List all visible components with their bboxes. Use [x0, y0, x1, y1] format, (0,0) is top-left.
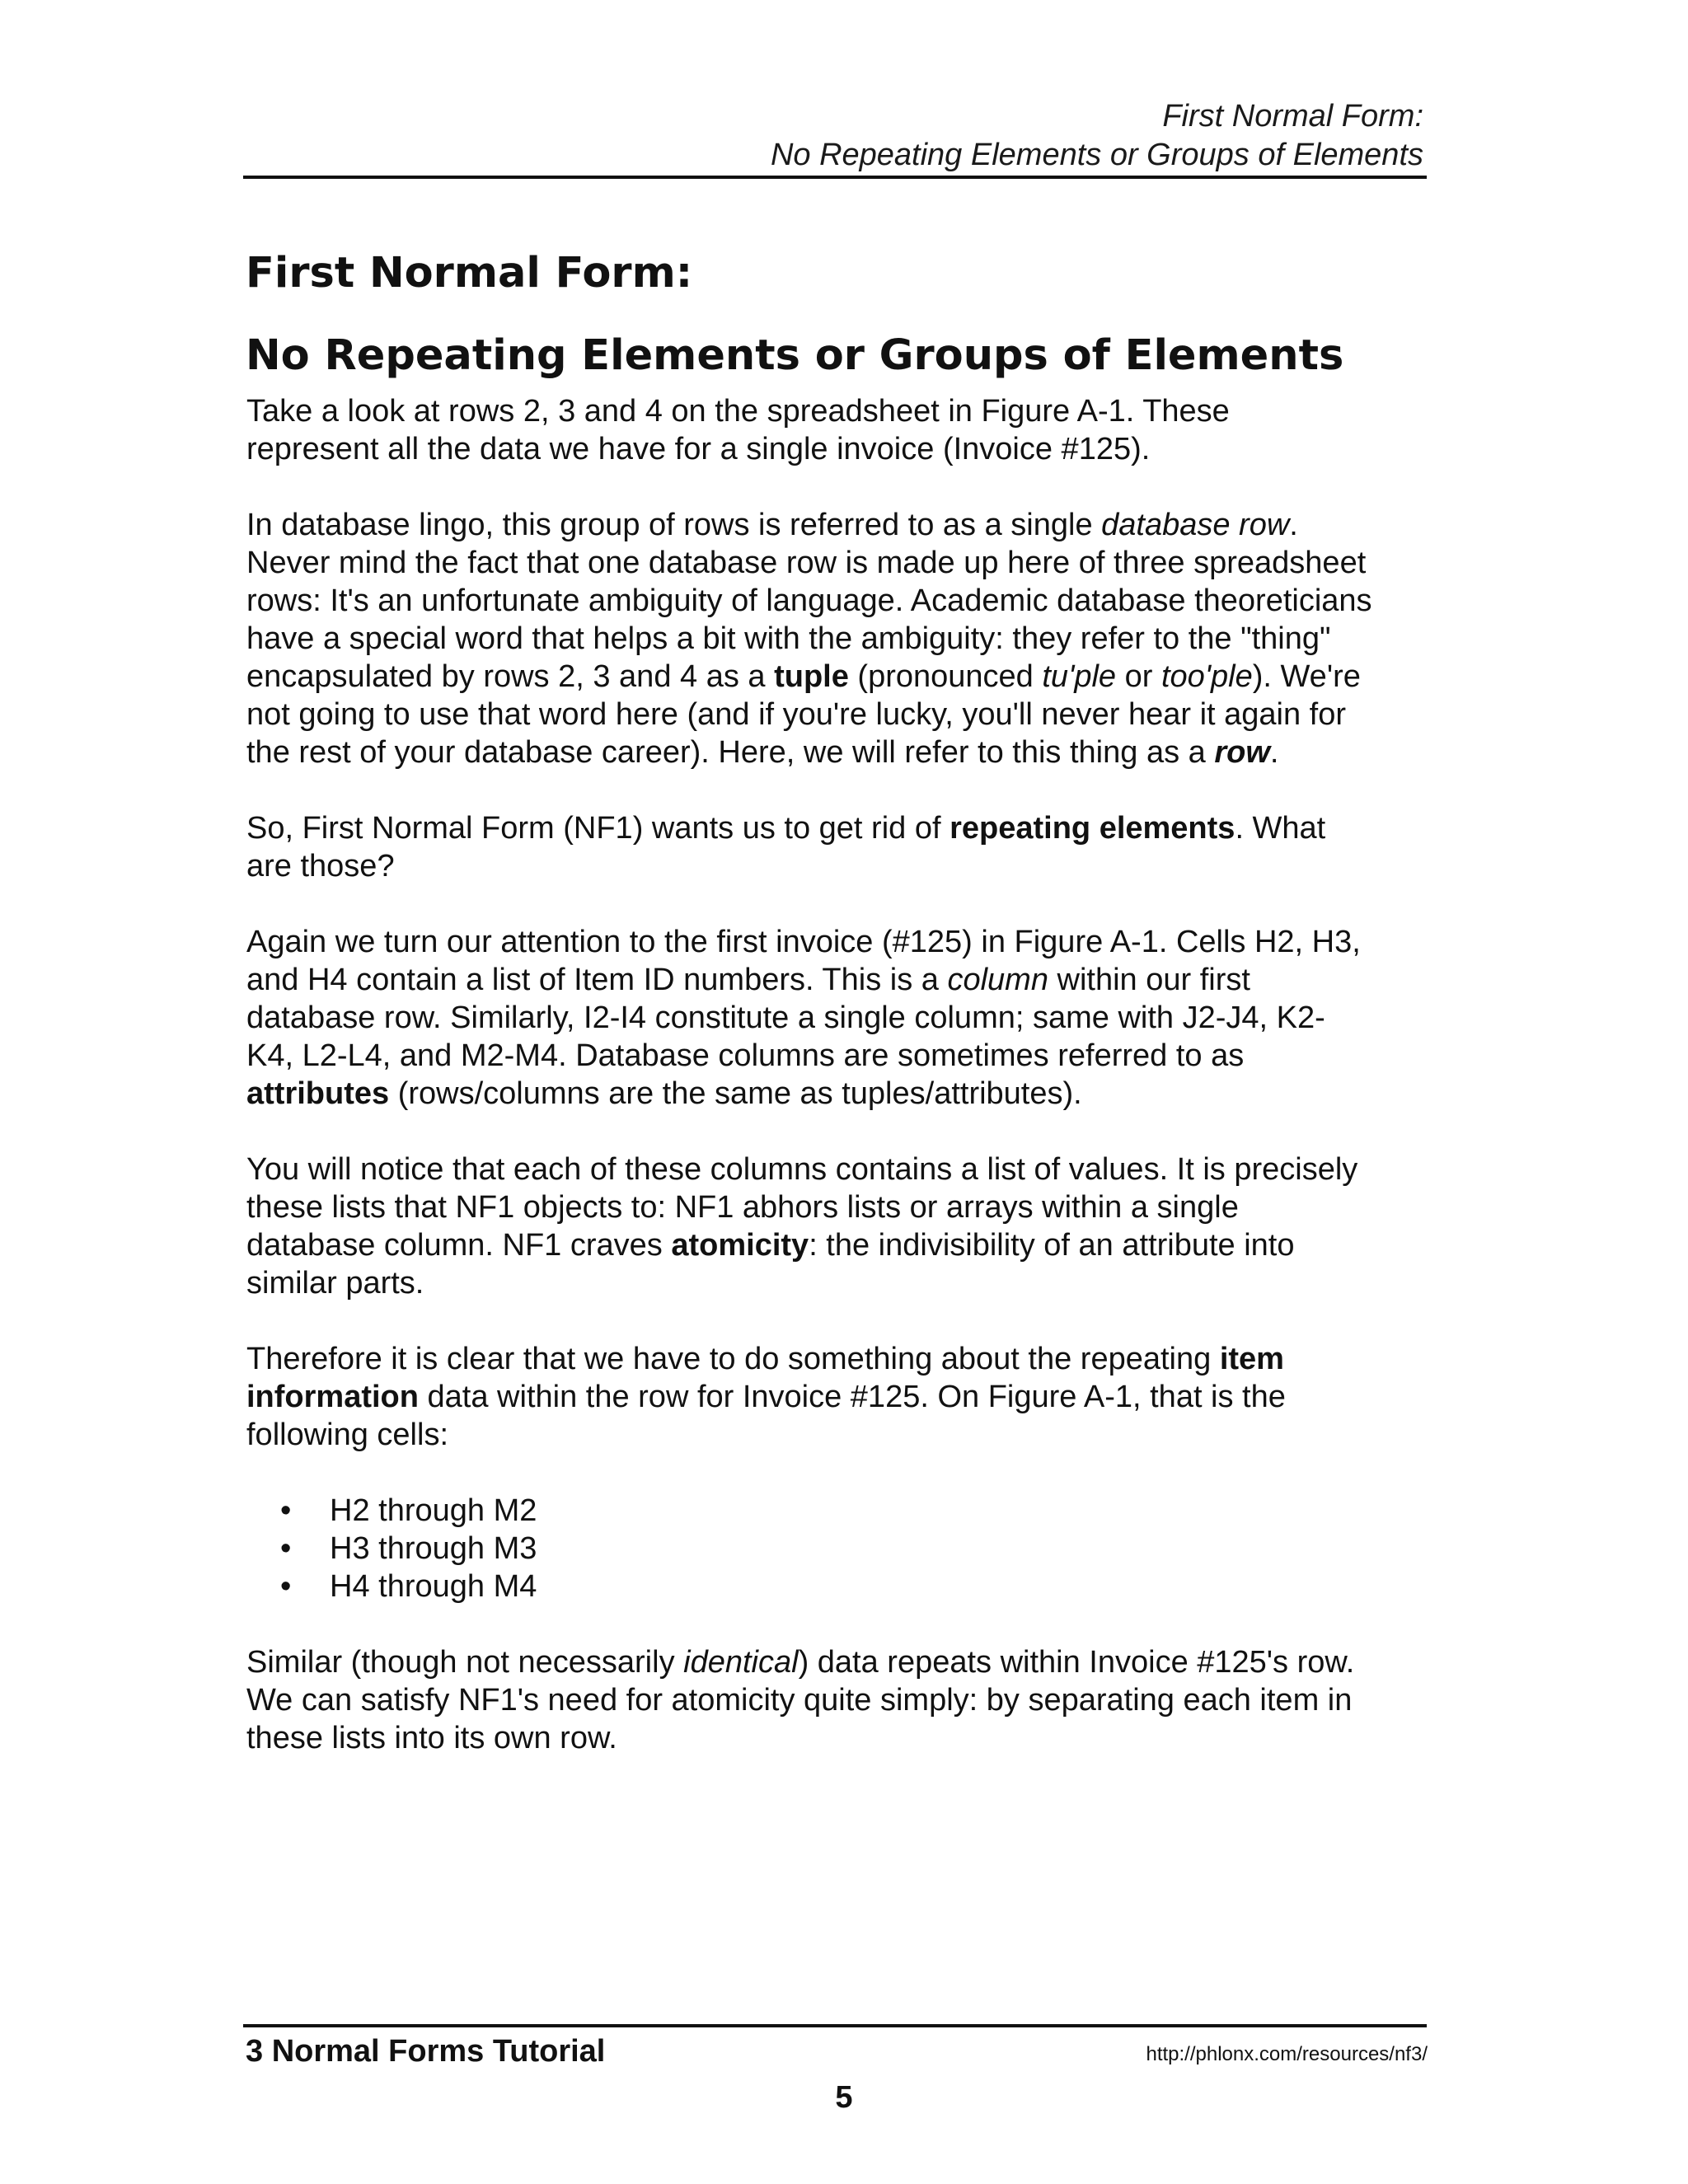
paragraph-line: [246, 1226, 1442, 1264]
title-line-2: No Repeating Elements or Groups of Elements: [246, 331, 1344, 380]
italic-term: column: [947, 963, 1048, 997]
text-run: ). We're: [1252, 659, 1361, 694]
paragraph-3: [246, 809, 1442, 885]
italic-term: database row: [1101, 508, 1290, 542]
text-run: database column. NF1 craves: [246, 1228, 672, 1263]
header-rule: [243, 176, 1427, 179]
bold-term: repeating elements: [950, 811, 1236, 846]
paragraph-4: [246, 923, 1442, 1113]
text-run: So, First Normal Form (NF1) wants us to get rid of: [246, 811, 950, 846]
text-run: or: [1116, 659, 1161, 694]
text-run: . What: [1235, 811, 1326, 846]
paragraph-6: [246, 1340, 1442, 1454]
paragraph-line: have a special word that helps a bit with the ambiguity: they refer to the "thing": [246, 621, 1331, 656]
paragraph-line: [246, 506, 1442, 544]
text-run: : the indivisibility of an attribute into: [809, 1228, 1295, 1263]
italic-term: identical: [683, 1645, 799, 1680]
paragraph-line: represent all the data we have for a single invoice (Invoice #125).: [246, 432, 1151, 466]
running-header: [243, 97, 1423, 175]
paragraph-line: [246, 658, 1442, 696]
running-header-line-2: No Repeating Elements or Groups of Elements: [770, 138, 1423, 172]
paragraph-line: [246, 809, 1442, 847]
bold-term: attributes: [246, 1076, 390, 1111]
bullet-icon: •: [280, 1493, 292, 1528]
bold-term: information: [246, 1380, 419, 1414]
body-text: [246, 392, 1442, 1757]
paragraph-5: [246, 1151, 1442, 1302]
title-line-1: First Normal Form:: [246, 249, 693, 298]
bold-italic-term: row: [1214, 735, 1270, 770]
list-item: [246, 1568, 1442, 1605]
paragraph-line: We can satisfy NF1's need for atomicity quite simply: by separating each item in: [246, 1683, 1353, 1718]
text-run: Similar (though not necessarily: [246, 1645, 684, 1680]
paragraph-line: database row. Similarly, I2-I4 constitute a single column; same with J2-J4, K2-: [246, 1001, 1325, 1035]
bullet-icon: •: [280, 1569, 292, 1604]
italic-term: too'ple: [1160, 659, 1253, 694]
paragraph-1: [246, 392, 1442, 468]
paragraph-line: following cells:: [246, 1418, 448, 1452]
paragraph-line: [246, 1075, 1442, 1113]
bold-term: atomicity: [671, 1228, 809, 1263]
paragraph-line: Take a look at rows 2, 3 and 4 on the spreadsheet in Figure A-1. These: [246, 394, 1230, 429]
text-run: within our first: [1048, 963, 1250, 997]
list-item-text: H3 through M3: [330, 1531, 537, 1566]
bullet-icon: •: [280, 1531, 292, 1566]
cell-list: [246, 1492, 1442, 1605]
list-item-text: H2 through M2: [330, 1493, 537, 1528]
paragraph-2: [246, 506, 1442, 771]
paragraph-line: not going to use that word here (and if you're lucky, you'll never hear it again for: [246, 697, 1347, 732]
list-item: [246, 1530, 1442, 1568]
footer-title: 3 Normal Forms Tutorial: [246, 2034, 606, 2069]
paragraph-line: similar parts.: [246, 1266, 424, 1301]
paragraph-7: [246, 1643, 1442, 1757]
footer-url: http://phlonx.com/resources/nf3/: [1146, 2043, 1428, 2065]
paragraph-line: rows: It's an unfortunate ambiguity of language. Academic database theoreticians: [246, 583, 1372, 618]
text-run: (pronounced: [848, 659, 1043, 694]
text-run: Therefore it is clear that we have to do something about the repeating: [246, 1342, 1220, 1376]
bold-term: tuple: [774, 659, 849, 694]
paragraph-line: Never mind the fact that one database row is made up here of three spreadsheet: [246, 546, 1367, 580]
text-run: and H4 contain a list of Item ID numbers. This is a: [246, 963, 948, 997]
page-title: [246, 232, 1432, 397]
paragraph-line: are those?: [246, 849, 395, 883]
paragraph-line: [246, 1340, 1442, 1378]
paragraph-line: [246, 733, 1442, 771]
paragraph-line: these lists that NF1 objects to: NF1 abhors lists or arrays within a single: [246, 1190, 1239, 1225]
bold-term: item: [1219, 1342, 1284, 1376]
list-item: [246, 1492, 1442, 1530]
paragraph-line: these lists into its own row.: [246, 1721, 617, 1755]
text-run: the rest of your database career). Here, we will refer to this thing as a: [246, 735, 1215, 770]
paragraph-line: Again we turn our attention to the first invoice (#125) in Figure A-1. Cells H2, H3,: [246, 925, 1361, 959]
footer-rule: [243, 2024, 1427, 2027]
text-run: In database lingo, this group of rows is referred to as a single: [246, 508, 1102, 542]
italic-term: tu'ple: [1042, 659, 1117, 694]
paragraph-line: [246, 1643, 1442, 1681]
running-header-line-1: First Normal Form:: [1162, 99, 1423, 134]
page-number: 5: [835, 2080, 853, 2115]
text-run: encapsulated by rows 2, 3 and 4 as a: [246, 659, 775, 694]
paragraph-line: [246, 961, 1442, 999]
text-run: (rows/columns are the same as tuples/attributes).: [389, 1076, 1082, 1111]
paragraph-line: K4, L2-L4, and M2-M4. Database columns are sometimes referred to as: [246, 1038, 1245, 1073]
text-run: ) data repeats within Invoice #125's row.: [798, 1645, 1355, 1680]
text-run: data within the row for Invoice #125. On Figure A-1, that is the: [418, 1380, 1286, 1414]
list-item-text: H4 through M4: [330, 1569, 537, 1604]
paragraph-line: [246, 1378, 1442, 1416]
paragraph-line: You will notice that each of these columns contains a list of values. It is precisely: [246, 1152, 1358, 1187]
text-run: .: [1269, 735, 1279, 770]
text-run: .: [1289, 508, 1298, 542]
